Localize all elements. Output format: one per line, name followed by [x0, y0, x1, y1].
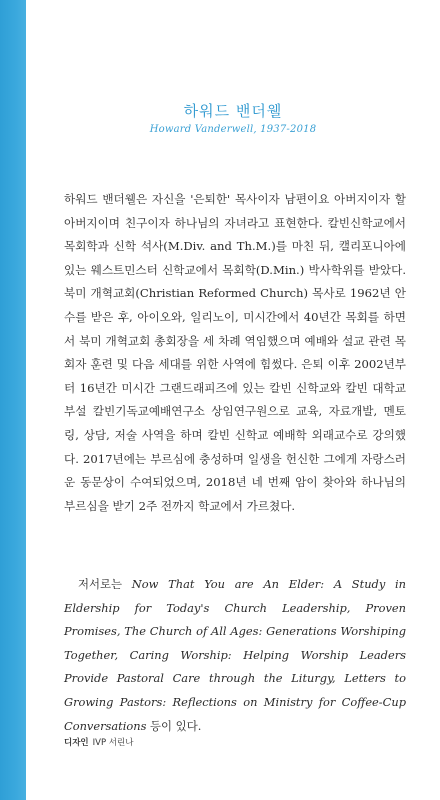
credit-label: 디자인 [64, 738, 89, 748]
author-biography: 하워드 밴더웰은 자신을 '은퇴한' 목사이자 남편이요 아버지이자 할아버지이며 친구이자 하나님의 자녀라고 표현한다. 칼빈신학교에서 목회학과 신학 석사(M.Div. and Th.M.)를 마친 뒤, 캘리포니아에 있는 웨스트민스터 신학교에서 목회학(D.Min.) 박사학위를 받았다. 북미 개혁교회(Christian Reformed Church) 목사로 1962년 안수를 받은 후, 아이오와, 일리노이, 미시간에서 40년간 목회를 하면서 북미 개혁교회 총회장을 세 차례 역임했으며 예배와 설교 관련 목회자 훈련 및 다음 세대를 위한 사역에 힘썼다. 은퇴 이후 2002년부터 16년간 미시간 그랜드래피즈에 있는 칼빈 신학교와 칼빈 대학교 부설 칼빈기독교예배연구소 상임연구원으로 교육, 자료개발, 멘토링, 상담, 저술 사역을 하며 칼빈 신학교 예배학 외래교수로 강의했다. 2017년에는 부르심에 충성하며 일생을 헌신한 그에게 자랑스러운 동문상이 수여되었으며, 2018년 네 번째 암이 찾아와 하나님의 부르심을 받기 2주 전까지 학교에서 가르쳤다. [64, 192, 406, 513]
blue-spine-bar [0, 0, 26, 800]
works-prefix: 저서로는 [78, 577, 132, 591]
credit-value: IVP 서린나 [92, 738, 134, 748]
design-credit [64, 736, 133, 748]
author-name: 하워드 밴더웰 [183, 102, 283, 120]
works-titles: Now That You are An Elder: A Study in Eldership for Today's Church Leadership, Proven Promises, The Church of All Ages: Generations Worshiping Together, Caring Worship: Helping Worship Leaders Provide Pastoral Care through the Liturgy, Letters to Growing Pastors: Reflections on Ministry for Coffee-Cup Conversations [64, 577, 407, 733]
works-suffix: 등이 있다. [146, 718, 202, 733]
author-works [64, 573, 406, 738]
author-subtitle: Howard Vanderwell, 1937-2018 [149, 124, 317, 135]
